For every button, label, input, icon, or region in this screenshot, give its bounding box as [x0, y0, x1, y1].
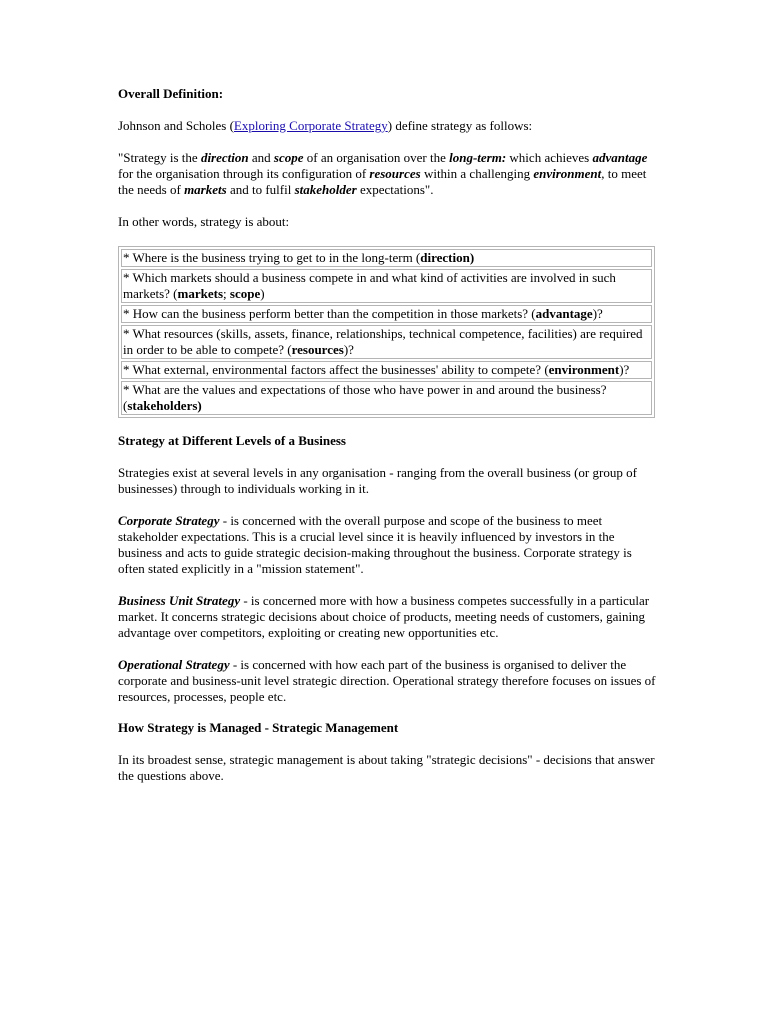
emphasized-term-wrapper	[449, 150, 506, 165]
emphasized-term: scope	[273, 150, 304, 165]
bold-term: environment	[548, 362, 620, 377]
emphasized-term: direction	[200, 150, 249, 165]
strategy-question-row	[121, 325, 652, 359]
text-run: * What external, environmental factors affect the businesses' ability to compete? (	[123, 362, 549, 377]
emphasized-term: resources	[369, 166, 421, 181]
emphasized-term: long-term:	[449, 150, 507, 165]
text-run: within a challenging	[420, 166, 534, 181]
definition-intro	[118, 118, 658, 134]
bold-term: resources	[291, 342, 344, 357]
emphasized-term-wrapper	[274, 150, 304, 165]
emphasized-term: environment	[533, 166, 602, 181]
strategy-level-item	[118, 513, 658, 577]
intro-text-before: Johnson and Scholes (	[118, 118, 234, 133]
levels-heading: Strategy at Different Levels of a Business	[118, 433, 346, 448]
strategy-level-description: - is concerned more with how a business competes successfully in a particular market. It concerns strategic decisions about choice of products, meeting needs of customers, gaining advantage over competitors, exploiting or creating new opportunities etc.	[118, 593, 650, 640]
text-run: and to fulfil	[226, 182, 295, 197]
text-run: * Where is the business trying to get to in the long-term (	[123, 250, 421, 265]
text-run: )?	[592, 306, 603, 321]
strategy-question-row	[121, 249, 652, 267]
levels-intro: Strategies exist at several levels in any organisation - ranging from the overall business (or group of businesses) through to individuals working in it.	[118, 465, 637, 496]
strategy-question-row	[121, 305, 652, 323]
text-run: for the organisation through its configuration of	[118, 166, 370, 181]
strategy-level-description: - is concerned with the overall purpose and scope of the business to meet stakeholder expectations. This is a crucial level since it is heavily influenced by investors in the business and acts to guide strategic decision-making throughout the business. Corporate strategy is often stated explicitly in a "mission statement".	[118, 513, 632, 576]
exploring-corporate-strategy-link[interactable]: Exploring Corporate Strategy	[233, 118, 388, 133]
bold-term: direction)	[420, 250, 475, 265]
bold-term: advantage	[535, 306, 593, 321]
strategy-level-term: Business Unit Strategy	[118, 593, 241, 608]
bold-term: markets	[177, 286, 224, 301]
strategic-management-text: In its broadest sense, strategic management is about taking "strategic decisions" - decisions that answer the questions above.	[118, 752, 655, 783]
strategy-question-row	[121, 381, 652, 415]
text-run: * What are the values and expectations of those who have power in and around the business? (	[123, 382, 607, 413]
strategy-question-row	[121, 361, 652, 379]
emphasized-term-wrapper	[592, 150, 647, 165]
strategy-question-row	[121, 269, 652, 303]
emphasized-term-wrapper	[369, 166, 420, 181]
emphasized-term-wrapper	[295, 182, 357, 197]
text-run: , to meet the needs of	[118, 166, 647, 197]
text-run: )	[260, 286, 265, 301]
bold-term: stakeholders)	[127, 398, 202, 413]
emphasized-term-wrapper	[533, 166, 601, 181]
bold-term: scope	[229, 286, 261, 301]
text-run: * What resources (skills, assets, finance, relationships, technical competence, facilities) are required in order to be able to compete? (	[123, 326, 643, 357]
text-run: "Strategy is the	[118, 150, 201, 165]
strategy-level-description: - is concerned with how each part of the business is organised to deliver the corporate and business-unit level strategic direction. Operational strategy therefore focuses on issues of resources, processes, people etc.	[118, 657, 656, 704]
strategy-level-item	[118, 593, 658, 641]
intro-text-after: ) define strategy as follows:	[387, 118, 533, 133]
text-run: expectations".	[356, 182, 434, 197]
strategy-questions-table	[118, 246, 655, 418]
strategy-level-term: Operational Strategy	[118, 657, 230, 672]
text-run: which achieves	[506, 150, 593, 165]
emphasized-term: markets	[184, 182, 227, 197]
strategy-definition-quote	[118, 150, 658, 198]
overall-definition-heading: Overall Definition:	[118, 86, 224, 101]
text-run: and	[248, 150, 274, 165]
strategy-level-term: Corporate Strategy	[118, 513, 220, 528]
text-run: ;	[223, 286, 230, 301]
text-run: of an organisation over the	[303, 150, 450, 165]
emphasized-term-wrapper	[184, 182, 227, 197]
strategy-levels-list	[118, 513, 658, 705]
text-run: )?	[619, 362, 630, 377]
text-run: * How can the business perform better than the competition in those markets? (	[123, 306, 536, 321]
emphasized-term: advantage	[592, 150, 648, 165]
emphasized-term-wrapper	[201, 150, 249, 165]
strategic-management-heading: How Strategy is Managed - Strategic Management	[118, 720, 399, 735]
in-other-words-text: In other words, strategy is about:	[118, 214, 290, 229]
text-run: * Which markets should a business compete in and what kind of activities are involved in such markets? (	[123, 270, 616, 301]
document-page	[118, 86, 658, 784]
strategy-level-item	[118, 657, 658, 705]
emphasized-term: stakeholder	[294, 182, 357, 197]
text-run: )?	[343, 342, 354, 357]
